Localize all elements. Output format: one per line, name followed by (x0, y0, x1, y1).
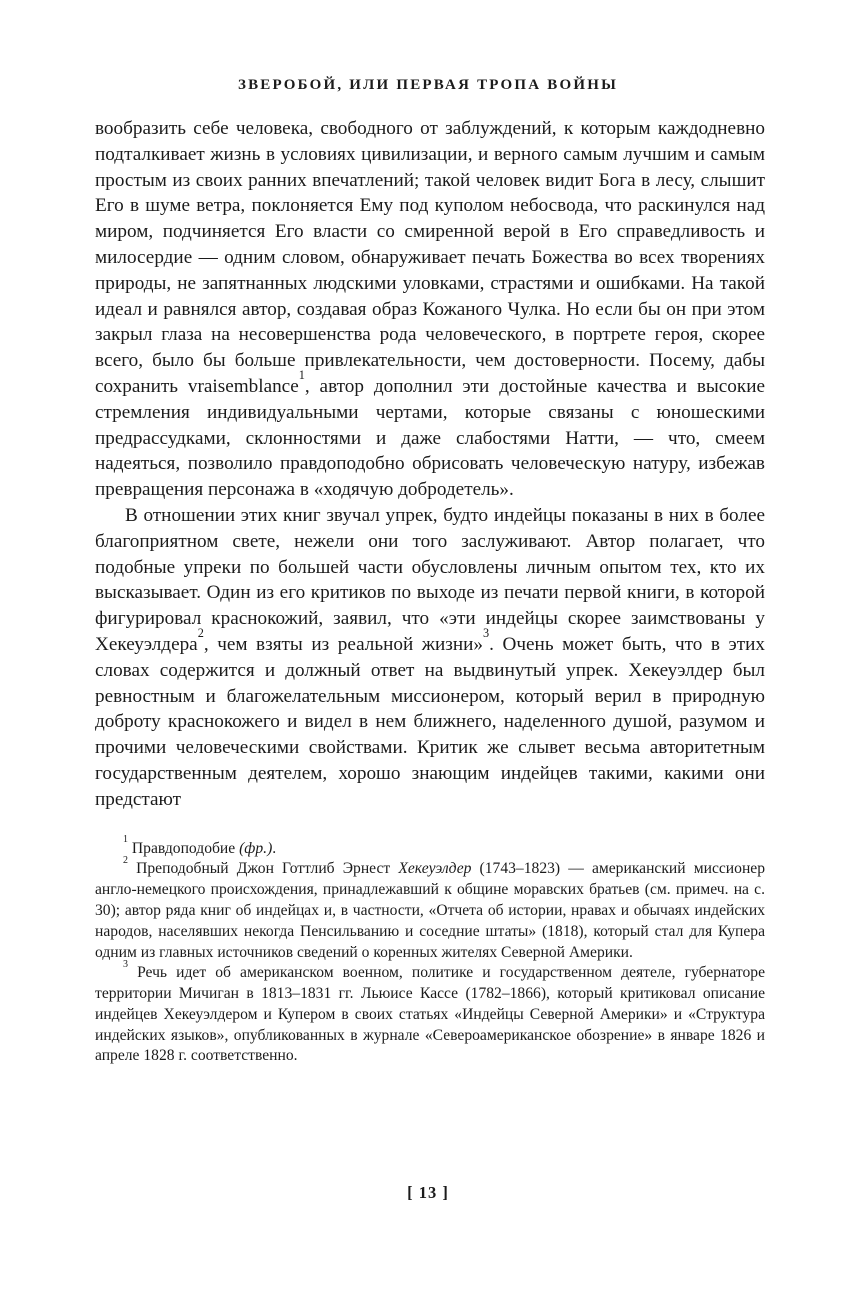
text-run: . (272, 839, 277, 857)
footnotes-section (95, 834, 766, 1068)
running-header: ЗВЕРОБОЙ, ИЛИ ПЕРВАЯ ТРОПА ВОЙНЫ (237, 77, 619, 93)
footnote (95, 958, 765, 1067)
footnote (95, 834, 765, 860)
italic-text: (фр.) (239, 839, 273, 857)
footnote-reference: 1 (298, 368, 305, 383)
paragraph (95, 116, 765, 503)
body-text (95, 116, 765, 813)
text-run: Преподобный Джон Готтлиб Эрнест (136, 860, 399, 878)
footnote-marker: 3 (123, 958, 128, 970)
text-run: , чем взяты из реальной жизни» (203, 633, 484, 655)
page-number: [ 13 ] (407, 1183, 449, 1202)
page-content (95, 116, 765, 1067)
footnote-reference: 2 (197, 626, 204, 641)
text-run: Речь идет об американском военном, политике и государственном деятеле, губернаторе территории Мичиган в 1813–1831 гг. Льюисе Кассе (1782–1866), который критиковал описание индейцев Хекеуэлдером и Купером в своих статьях «Индейцы Северной Америки» и «Структура индейских языков», опубликованных в журнале «Североамериканское обозрение» в январе 1826 и апреле 1828 г. соответственно. (95, 964, 765, 1065)
paragraph (95, 503, 765, 813)
footnote (95, 854, 766, 963)
footnote-reference: 3 (483, 626, 490, 641)
text-run: вообразить себе человека, свободного от заблуждений, к которым каждодневно подталкивает жизнь в условиях цивилизации, и верного самым лучшим и самым простым из своих ранних впечатлений; такой человек видит Бога в лесу, слышит Его в шуме ветра, поклоняется Ему под куполом небосвода, что раскинулся над миром, подчиняется Его власти со смиренной верой в Его справедливость и милосердие — одним словом, обнаруживает печать Божества во всех творениях природы, не запятнанных людскими уловками, страстями и ошибками. На такой идеал и равнялся автор, создавая образ Кожаного Чулка. Но если бы он при этом закрыл глаза на несовершенства рода человеческого, в портрете героя, скорее всего, было бы больше привлекательности, чем достоверности. Посему, дабы сохранить vraisemblance (95, 118, 765, 397)
text-run: В отношении этих книг звучал упрек, будто индейцы показаны в них в более благоприятном свете, нежели они того заслуживают. Автор полагает, что подобные упреки по большей части обусловлены личным опытом тех, кто их высказывает. Один из его критиков по выходе из печати первой книги, в которой фигурировал краснокожий, заявил, что «эти индейцы скорее заимствованы у Хекеуэлдера (95, 504, 765, 655)
italic-text: Хекеуэлдер (398, 860, 472, 878)
text-run: (1743–1823) — американский миссионер англо-немецкого происхождения, принадлежавший к общине моравских братьев (см. примеч. на с. 30); автор ряда книг об индейцах и, в частности, «Отчета об истории, нравах и обычаях индейских народов, населявших некогда Пенсильванию и соседние штаты» (1818), который стал для Купера одним из главных источников сведений о коренных жителях Северной Америки. (95, 860, 766, 961)
text-run: , автор дополнил эти достойные качества и высокие стремления индивидуальными чертами, которые связаны с юношескими предрассудками, склонностями и даже слабостями Натти, — что, смеем надеяться, позволило правдоподобно обрисовать человеческую натуру, избежав превращения персонажа в «ходячую добродетель». (95, 375, 765, 501)
footnote-marker: 1 (123, 834, 128, 846)
text-run: . Очень может быть, что в этих словах содержится и должный ответ на выдвинутый упрек. Хекеуэлдер был ревностным и благожелательным миссионером, который верил в природную доброту краснокожего и видел в нем ближнего, наделенного душой, разумом и прочими человеческими свойствами. Критик же слывет весьма авторитетным государственным деятелем, хорошо знающим индейцев такими, какими они предстают (95, 633, 765, 810)
text-run: Правдоподобие (131, 839, 240, 857)
footnote-marker: 2 (123, 854, 128, 866)
